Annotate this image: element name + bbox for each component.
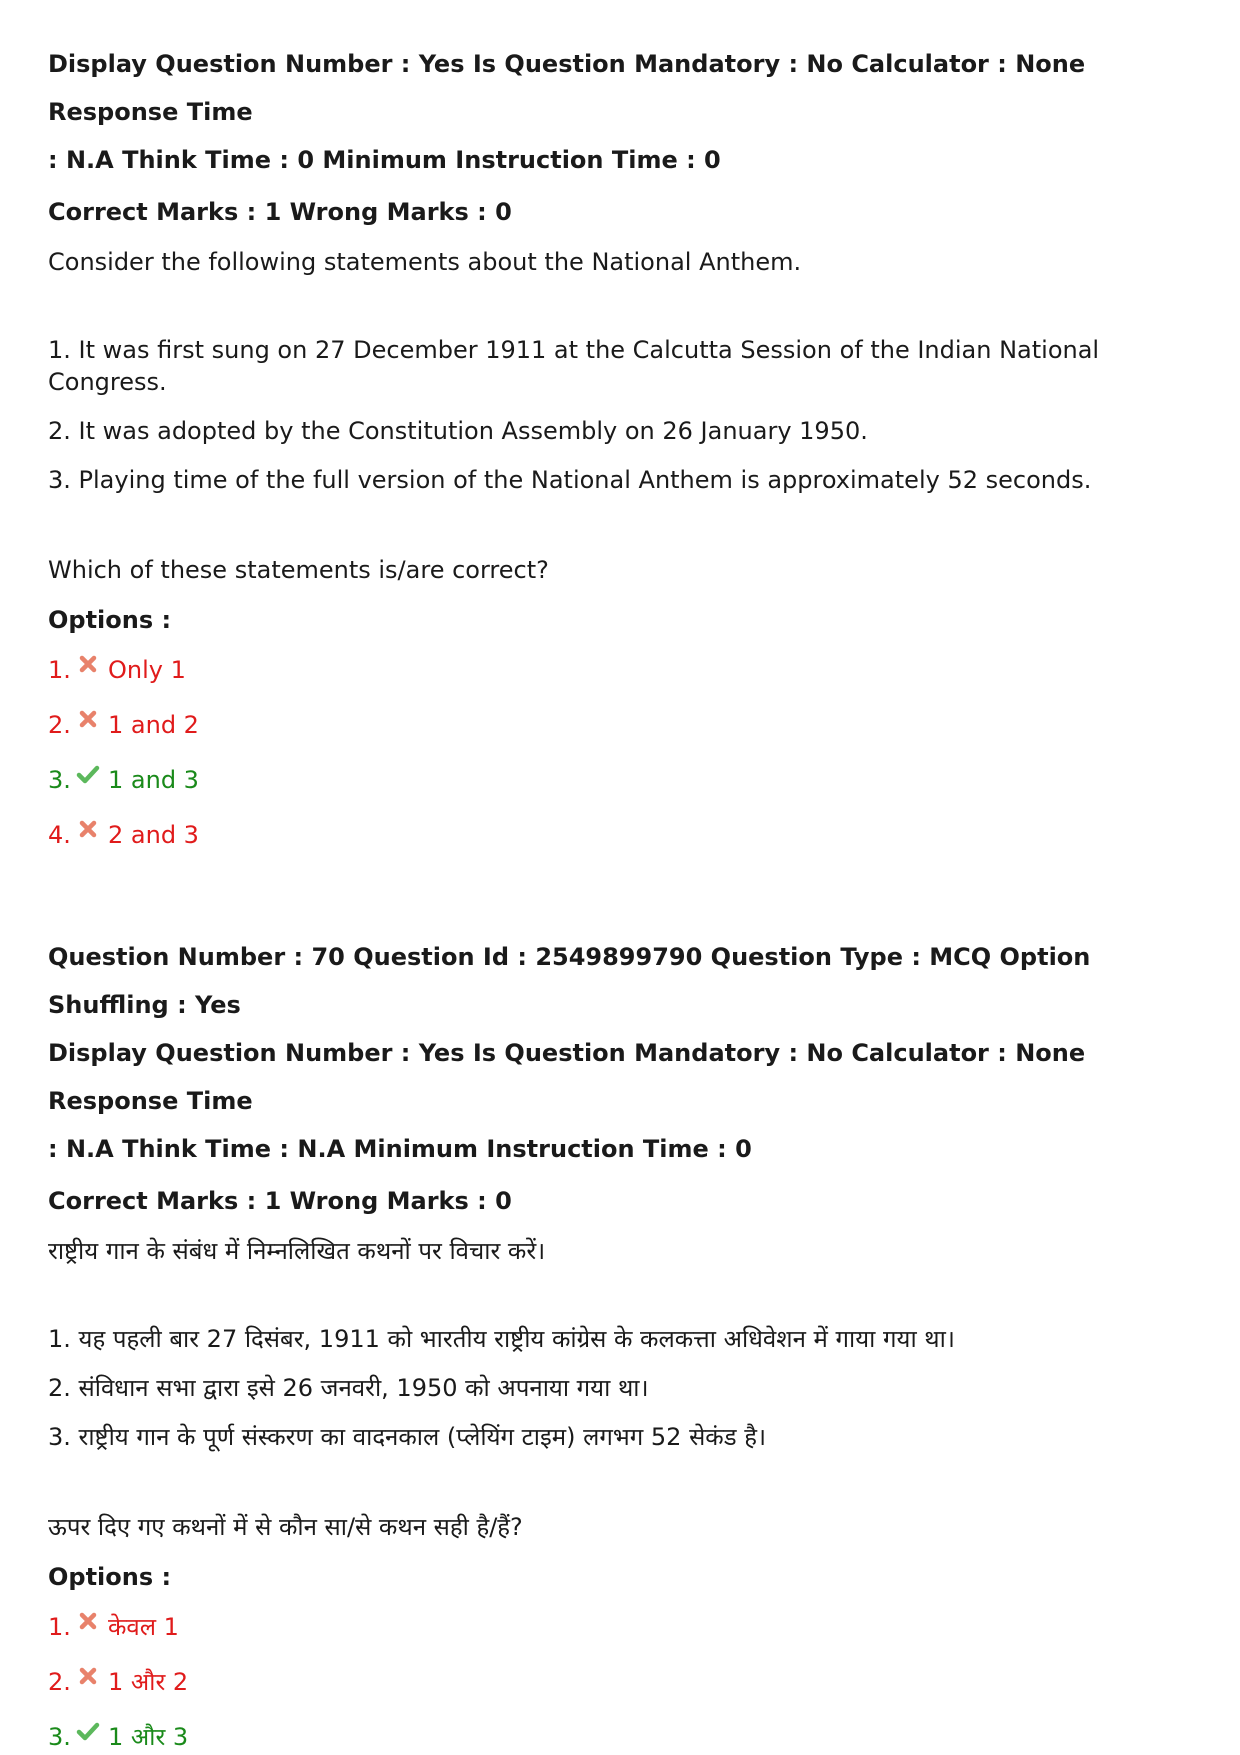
option-number: 1.	[48, 656, 71, 684]
option-text: केवल 1	[108, 1613, 179, 1641]
options-label: Options :	[48, 1563, 172, 1591]
marks-line: Correct Marks : 1 Wrong Marks : 0	[48, 198, 512, 226]
option-number: 2.	[48, 1668, 71, 1696]
meta-line-2: Display Question Number : Yes Is Question Mandatory : No Calculator : None Response Time	[48, 1039, 1086, 1115]
meta-line-3: : N.A Think Time : N.A Minimum Instruction Time : 0	[48, 1135, 752, 1163]
statement-item: 2. संविधान सभा द्वारा इसे 26 जनवरी, 1950 को अपनाया गया था।	[48, 1374, 649, 1402]
cross-icon	[76, 1664, 100, 1688]
question-separator	[48, 851, 1192, 933]
option-number: 2.	[48, 711, 71, 739]
option-text: 1 and 2	[108, 711, 199, 739]
options-list	[48, 1611, 1192, 1753]
question-text: राष्ट्रीय गान के संबंध में निम्नलिखित कथनों पर विचार करें।	[48, 1237, 546, 1265]
statement-list	[48, 1323, 1192, 1453]
statement-item: 3. राष्ट्रीय गान के पूर्ण संस्करण का वादनकाल (प्लेयिंग टाइम) लगभग 52 सेकंड है।	[48, 1423, 767, 1451]
options-list	[48, 654, 1192, 851]
option-number: 4.	[48, 821, 71, 849]
option-text: Only 1	[108, 656, 186, 684]
question-meta	[48, 933, 1192, 1173]
cross-icon	[76, 707, 100, 731]
option-item	[48, 1721, 1192, 1753]
marks-line: Correct Marks : 1 Wrong Marks : 0	[48, 1187, 512, 1215]
statement-item: 1. यह पहली बार 27 दिसंबर, 1911 को भारतीय राष्ट्रीय कांग्रेस के कलकत्ता अधिवेशन में गाया गया था।	[48, 1325, 955, 1353]
meta-line-2: : N.A Think Time : 0 Minimum Instruction Time : 0	[48, 146, 721, 174]
question-meta	[48, 40, 1192, 184]
option-text: 1 and 3	[108, 766, 199, 794]
meta-line-1: Question Number : 70 Question Id : 2549899790 Question Type : MCQ Option Shuffling : Yes	[48, 943, 1091, 1019]
cross-icon	[76, 817, 100, 841]
question-ask: ऊपर दिए गए कथनों में से कौन सा/से कथन सही है/हैं?	[48, 1513, 523, 1541]
option-text: 1 और 2	[108, 1668, 189, 1696]
option-number: 1.	[48, 1613, 71, 1641]
option-number: 3.	[48, 766, 71, 794]
options-label: Options :	[48, 606, 172, 634]
statement-item: 3. Playing time of the full version of the National Anthem is approximately 52 seconds.	[48, 466, 1092, 494]
meta-line-1: Display Question Number : Yes Is Question Mandatory : No Calculator : None Response Time	[48, 50, 1086, 126]
cross-icon	[76, 1609, 100, 1633]
statement-list	[48, 334, 1192, 496]
question-block-2	[48, 933, 1192, 1753]
statement-item: 2. It was adopted by the Constitution Assembly on 26 January 1950.	[48, 417, 868, 445]
question-block-1	[48, 40, 1192, 851]
option-item	[48, 764, 1192, 796]
cross-icon	[76, 652, 100, 676]
statement-item: 1. It was first sung on 27 December 1911 at the Calcutta Session of the Indian National Congress.	[48, 336, 1100, 396]
option-text: 1 और 3	[108, 1723, 189, 1751]
option-item	[48, 1666, 1192, 1698]
option-item	[48, 709, 1192, 741]
option-item	[48, 819, 1192, 851]
question-ask: Which of these statements is/are correct?	[48, 556, 549, 584]
option-number: 3.	[48, 1723, 71, 1751]
question-text: Consider the following statements about the National Anthem.	[48, 248, 802, 276]
option-item	[48, 654, 1192, 686]
option-text: 2 and 3	[108, 821, 199, 849]
check-icon	[76, 1719, 100, 1743]
check-icon	[76, 762, 100, 786]
option-item	[48, 1611, 1192, 1643]
